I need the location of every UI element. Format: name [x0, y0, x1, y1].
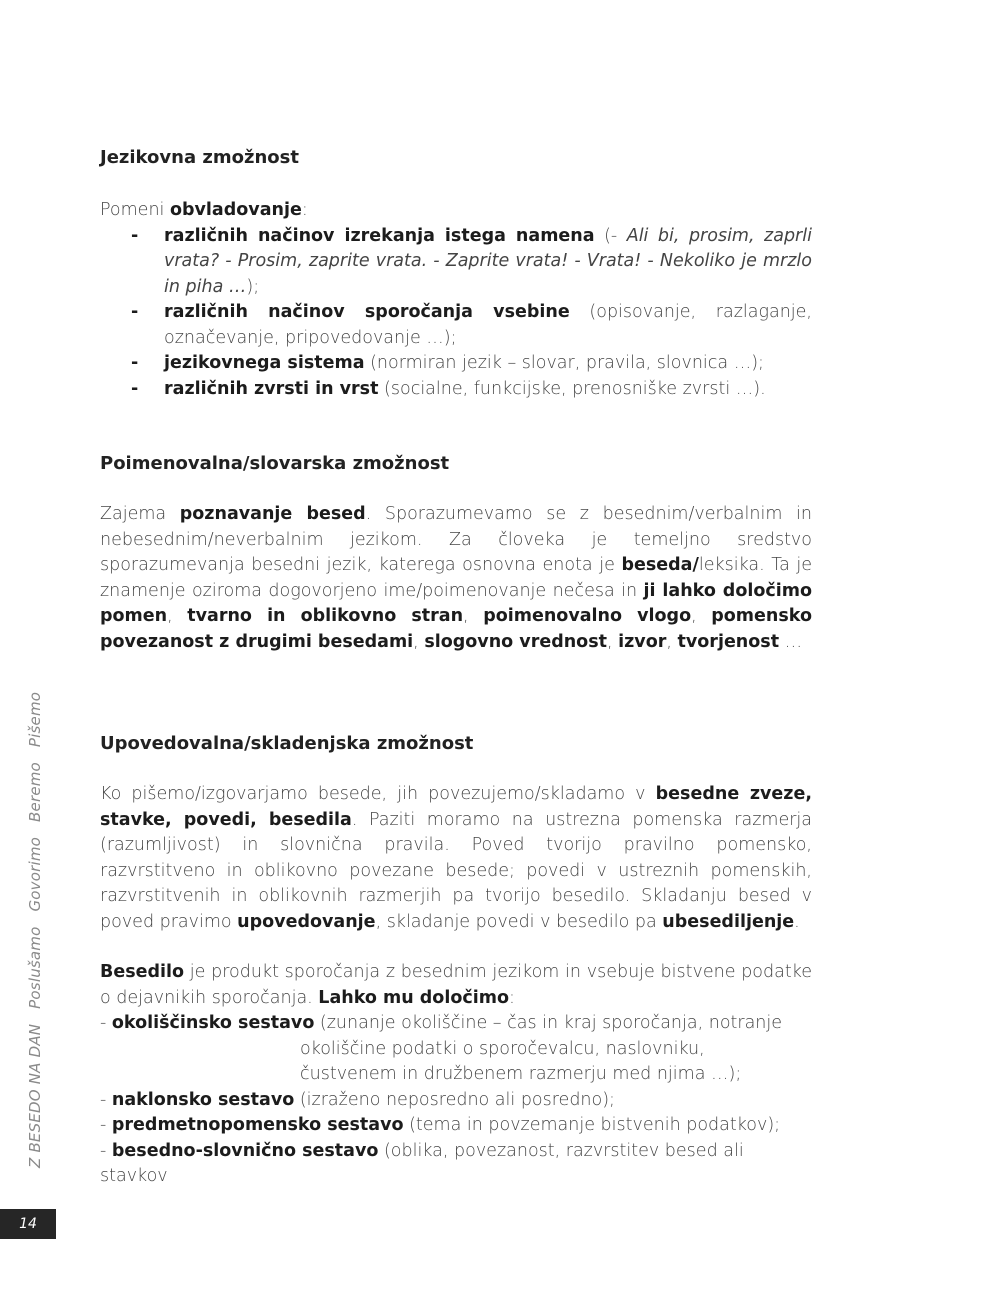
- item-bold: besedno-slovnično sestavo: [111, 1140, 379, 1161]
- section-jezikovna-body: [100, 198, 812, 402]
- page-number: 14: [0, 1209, 56, 1239]
- item-text: (socialne, funkcijske, prenosniške zvrsti …).: [378, 378, 766, 399]
- item-bold: različnih načinov izrekanja istega namena: [164, 225, 595, 246]
- item-continuation: okoliščine podatki o sporočevalcu, naslovniku,: [300, 1038, 705, 1059]
- item-bold: naklonsko sestavo: [111, 1089, 295, 1110]
- list-item: [100, 1011, 812, 1037]
- item-text: (-: [594, 225, 627, 246]
- list-dash: -: [100, 1115, 112, 1135]
- para-text: Zajema: [100, 504, 180, 524]
- intro-text: Pomeni: [100, 200, 170, 220]
- item-bold: okoliščinsko sestavo: [111, 1013, 315, 1033]
- item-italic: Ali bi, prosim, zaprli vrata? - Prosim, zaprite vrata. - Zaprite vrata! - Vrata! - Nekoliko je mrzlo in piha …: [164, 225, 812, 297]
- part-label: Poslušamo: [26, 926, 44, 1009]
- para-bold: Besedilo: [100, 962, 185, 982]
- para-text: ,: [666, 631, 678, 652]
- para-text: ,: [167, 606, 188, 626]
- para-bold: izvor: [618, 631, 667, 652]
- para-text: …: [779, 631, 803, 652]
- part-label: Pišemo: [26, 691, 44, 748]
- para-bold: besedne zveze, stavke, povedi, besedila: [100, 784, 812, 830]
- para-text: , skladanje povedi v besedilo pa: [375, 911, 663, 932]
- list-item: [100, 1088, 812, 1114]
- section-heading-poimenovalna: Poimenovalna/slovarska zmožnost: [100, 453, 450, 474]
- list-dash: -: [100, 1140, 112, 1161]
- para-bold: tvarno in oblikovno stran: [187, 606, 464, 626]
- ability-list: [100, 224, 812, 403]
- section-heading-jezikovna: Jezikovna zmožnost: [100, 147, 299, 168]
- para-text: ,: [691, 606, 712, 626]
- para-bold: beseda/: [621, 555, 699, 575]
- para-bold: Lahko mu določimo: [318, 987, 509, 1008]
- intro-bold: obvladovanje: [169, 200, 302, 220]
- para-bold: ji lahko določimo pomen: [100, 580, 812, 626]
- para-text: ,: [413, 631, 425, 652]
- item-text-end: );: [246, 276, 260, 297]
- list-item: [100, 1139, 812, 1190]
- para-bold: tvorjenost: [677, 631, 780, 652]
- para-text: .: [794, 911, 800, 932]
- para-bold: poznavanje besed: [179, 504, 366, 524]
- para-text: leksika. Ta je znamenje oziroma dogovorjeno ime/poimenovanje nečesa in: [100, 555, 812, 601]
- intro-colon: :: [301, 200, 308, 220]
- list-item: [100, 1113, 812, 1139]
- item-text: (oblika, povezanost, razvrstitev besed ali stavkov: [100, 1140, 744, 1186]
- item-text: (izraženo neposredno ali posredno);: [294, 1089, 615, 1110]
- list-item: [100, 377, 812, 403]
- section-upovedovalna-para2: [100, 960, 812, 1190]
- para-text: Ko pišemo/izgovarjamo besede, jih povezujemo/skladamo v: [100, 784, 656, 804]
- part-label: Beremo: [26, 762, 44, 822]
- book-title: Z BESEDO NA DAN: [26, 1023, 44, 1168]
- item-text: (opisovanje, razlaganje, označevanje, pripovedovanje …);: [164, 302, 812, 348]
- item-continuation: čustvenem in družbenem razmerju med njima …);: [300, 1064, 742, 1084]
- side-book-label: [26, 691, 44, 1168]
- para-text: . Sporazumevamo se z besednim/verbalnim in nebesednim/neverbalnim jezikom. Za človeka je temeljno sredstvo sporazumevanja besedni jezik, katerega osnovna enota je: [100, 504, 812, 575]
- item-text: (tema in povzemanje bistvenih podatkov);: [403, 1115, 781, 1135]
- item-bold: jezikovnega sistema: [164, 353, 365, 373]
- item-text: (zunanje okoliščine – čas in kraj sporočanja, notranje: [314, 1013, 783, 1033]
- para-text: ,: [606, 631, 619, 652]
- item-text: (normiran jezik – slovar, pravila, slovnica …);: [364, 353, 764, 373]
- section-heading-upovedovalna: Upovedovalna/skladenjska zmožnost: [100, 733, 474, 754]
- para-text: ,: [463, 606, 484, 626]
- part-label: Govorimo: [26, 836, 44, 912]
- item-bold: predmetnopomensko sestavo: [111, 1115, 404, 1135]
- para-bold: upovedovanje: [237, 911, 376, 932]
- list-dash: -: [100, 1089, 112, 1110]
- list-dash: -: [100, 1013, 112, 1033]
- list-item: [100, 300, 812, 351]
- besedilo-definition: [100, 960, 812, 1011]
- list-item: [100, 224, 812, 301]
- para-text: :: [509, 987, 515, 1008]
- para-bold: pomensko povezanost z drugimi besedami: [100, 606, 812, 652]
- para-bold: ubesediljenje: [662, 911, 795, 932]
- para-text: je produkt sporočanja z besednim jezikom in vsebuje bistvene podatke o dejavnikih sporočanja.: [100, 962, 812, 1008]
- section-upovedovalna-para1: [100, 782, 812, 935]
- section-poimenovalna-body: [100, 502, 812, 655]
- item-bold: različnih načinov sporočanja vsebine: [164, 302, 570, 322]
- para-bold: slogovno vrednost: [424, 631, 607, 652]
- para-bold: poimenovalno vlogo: [483, 606, 692, 626]
- para-text: . Paziti moramo na ustrezna pomenska razmerja (razumljivost) in slovnična pravila. Poved tvorijo pravilno pomensko, razvrstitveno in oblikovno povezane besede; povedi v ustreznih pomenskih, razvrstitvenih in oblikovnih razmerjih pa tvorijo besedilo. Skladanju besed v poved pravimo: [100, 809, 812, 932]
- intro-line: [100, 198, 812, 224]
- list-item: [100, 351, 812, 377]
- item-bold: različnih zvrsti in vrst: [164, 378, 379, 399]
